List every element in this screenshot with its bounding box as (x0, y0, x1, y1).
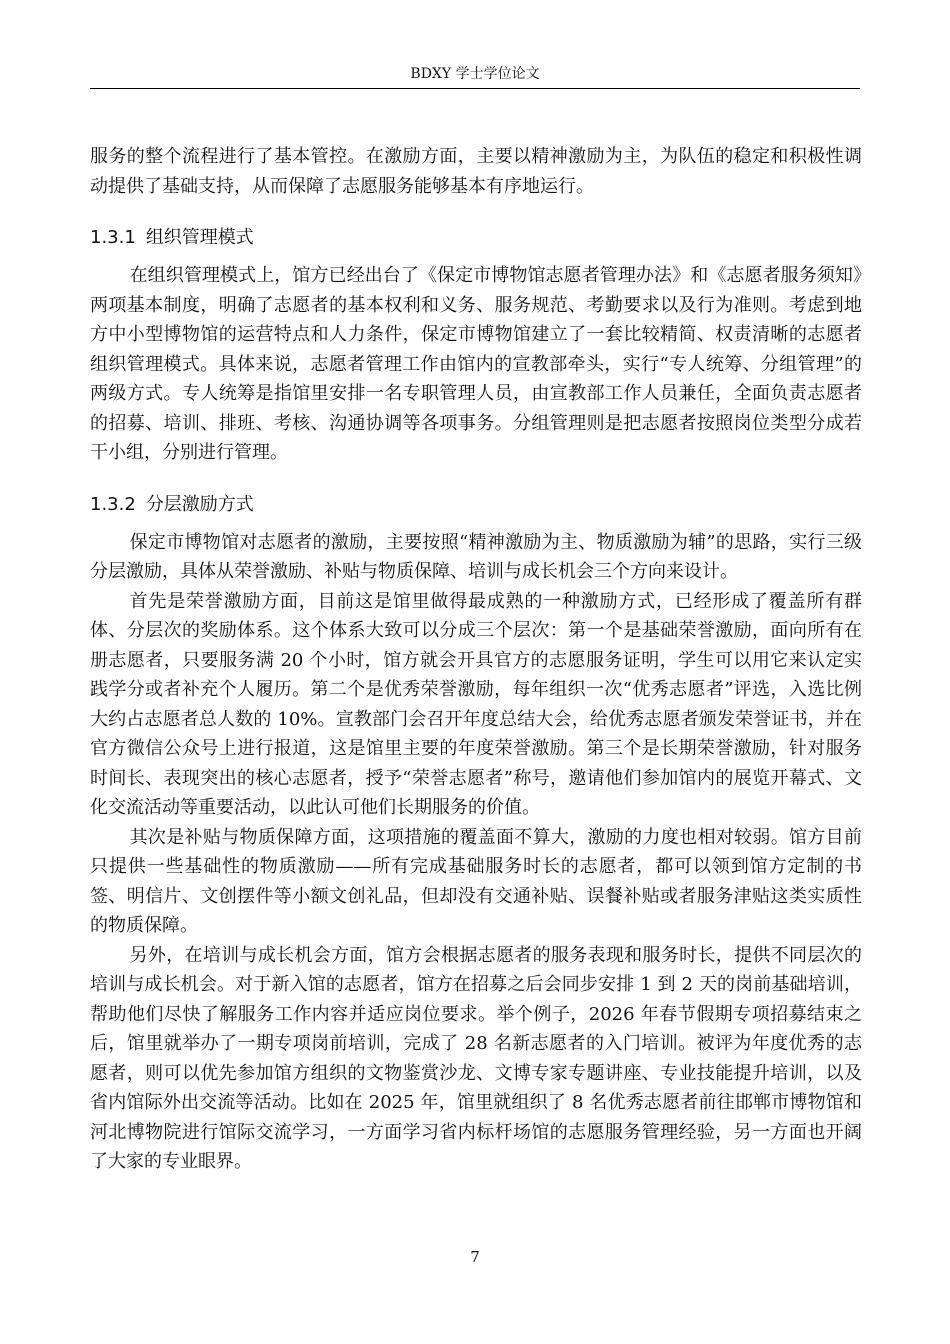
section-title: 组织管理模式 (145, 227, 254, 248)
intro-paragraph: 服务的整个流程进行了基本管控。在激励方面，主要以精神激励为主，为队伍的稳定和积极性调动提供了基础支持，从而保障了志愿服务能够基本有序地运行。 (90, 146, 862, 197)
page-body (90, 142, 862, 1177)
body-paragraph: 另外，在培训与成长机会方面，馆方会根据志愿者的服务表现和服务时长，提供不同层次的培训与成长机会。对于新入馆的志愿者，馆方在招募之后会同步安排 1 到 2 天的岗前基础培训，帮助他们尽快了解服务工作内容并适应岗位要求。举个例子，2026 年春节假期专项招募结束之后，馆里就举办了一期专项岗前培训，完成了 28 名新志愿者的入门培训。被评为年度优秀的志愿者，则可以优先参加馆方组织的文物鉴赏沙龙、文博专家专题讲座、专业技能提升培训，以及省内馆际外出交流等活动。比如在 2025 年，馆里就组织了 8 名优秀志愿者前往邯郸市博物馆和河北博物院进行馆际交流学习，一方面学习省内标杆场馆的志愿服务管理经验，另一方面也开阔了大家的专业眼界。 (90, 944, 862, 1172)
section-heading-1-3-2 (90, 490, 862, 520)
section-title: 分层激励方式 (145, 493, 254, 515)
page-number: 7 (470, 1248, 480, 1266)
section-heading-1-3-1 (90, 223, 862, 253)
running-header: BDXY 学士学位论文 (410, 66, 540, 82)
body-paragraph: 首先是荣誉激励方面，目前这是馆里做得最成熟的一种激励方式，已经形成了覆盖所有群体、分层次的奖励体系。这个体系大致可以分成三个层次：第一个是基础荣誉激励，面向所有在册志愿者，只要服务满 20 个小时，馆方就会开具官方的志愿服务证明，学生可以用它来认定实践学分或者补充个人履历。第二个是优秀荣誉激励，每年组织一次“优秀志愿者”评选，入选比例大约占志愿者总人数的 10%。宣教部门会召开年度总结大会，给优秀志愿者颁发荣誉证书，并在官方微信公众号上进行报道，这是馆里主要的年度荣誉激励。第三个是长期荣誉激励，针对服务时间长、表现突出的核心志愿者，授予“荣誉志愿者”称号，邀请他们参加馆内的展览开幕式、文化交流活动等重要活动，以此认可他们长期服务的价值。 (90, 590, 862, 818)
section-number: 1.3.1 (90, 227, 136, 248)
header-rule (90, 88, 860, 89)
body-paragraph: 其次是补贴与物质保障方面，这项措施的覆盖面不算大，激励的力度也相对较弱。馆方目前只提供一些基础性的物质激励——所有完成基础服务时长的志愿者，都可以领到馆方定制的书签、明信片、文创摆件等小额文创礼品，但却没有交通补贴、误餐补贴或者服务津贴这类实质性的物质保障。 (90, 826, 862, 936)
body-paragraph: 保定市博物馆对志愿者的激励，主要按照“精神激励为主、物质激励为辅”的思路，实行三级分层激励，具体从荣誉激励、补贴与物质保障、培训与成长机会三个方向来设计。 (90, 531, 862, 582)
section-number: 1.3.2 (90, 493, 136, 515)
body-paragraph: 在组织管理模式上，馆方已经出台了《保定市博物馆志愿者管理办法》和《志愿者服务须知》两项基本制度，明确了志愿者的基本权利和义务、服务规范、考勤要求以及行为准则。考虑到地方中小型博物馆的运营特点和人力条件，保定市博物馆建立了一套比较精简、权责清晰的志愿者组织管理模式。具体来说，志愿者管理工作由馆内的宣教部牵头，实行“专人统筹、分组管理”的两级方式。专人统筹是指馆里安排一名专职管理人员，由宣教部工作人员兼任，全面负责志愿者的招募、培训、排班、考核、沟通协调等各项事务。分组管理则是把志愿者按照岗位类型分成若干小组，分别进行管理。 (90, 265, 862, 463)
